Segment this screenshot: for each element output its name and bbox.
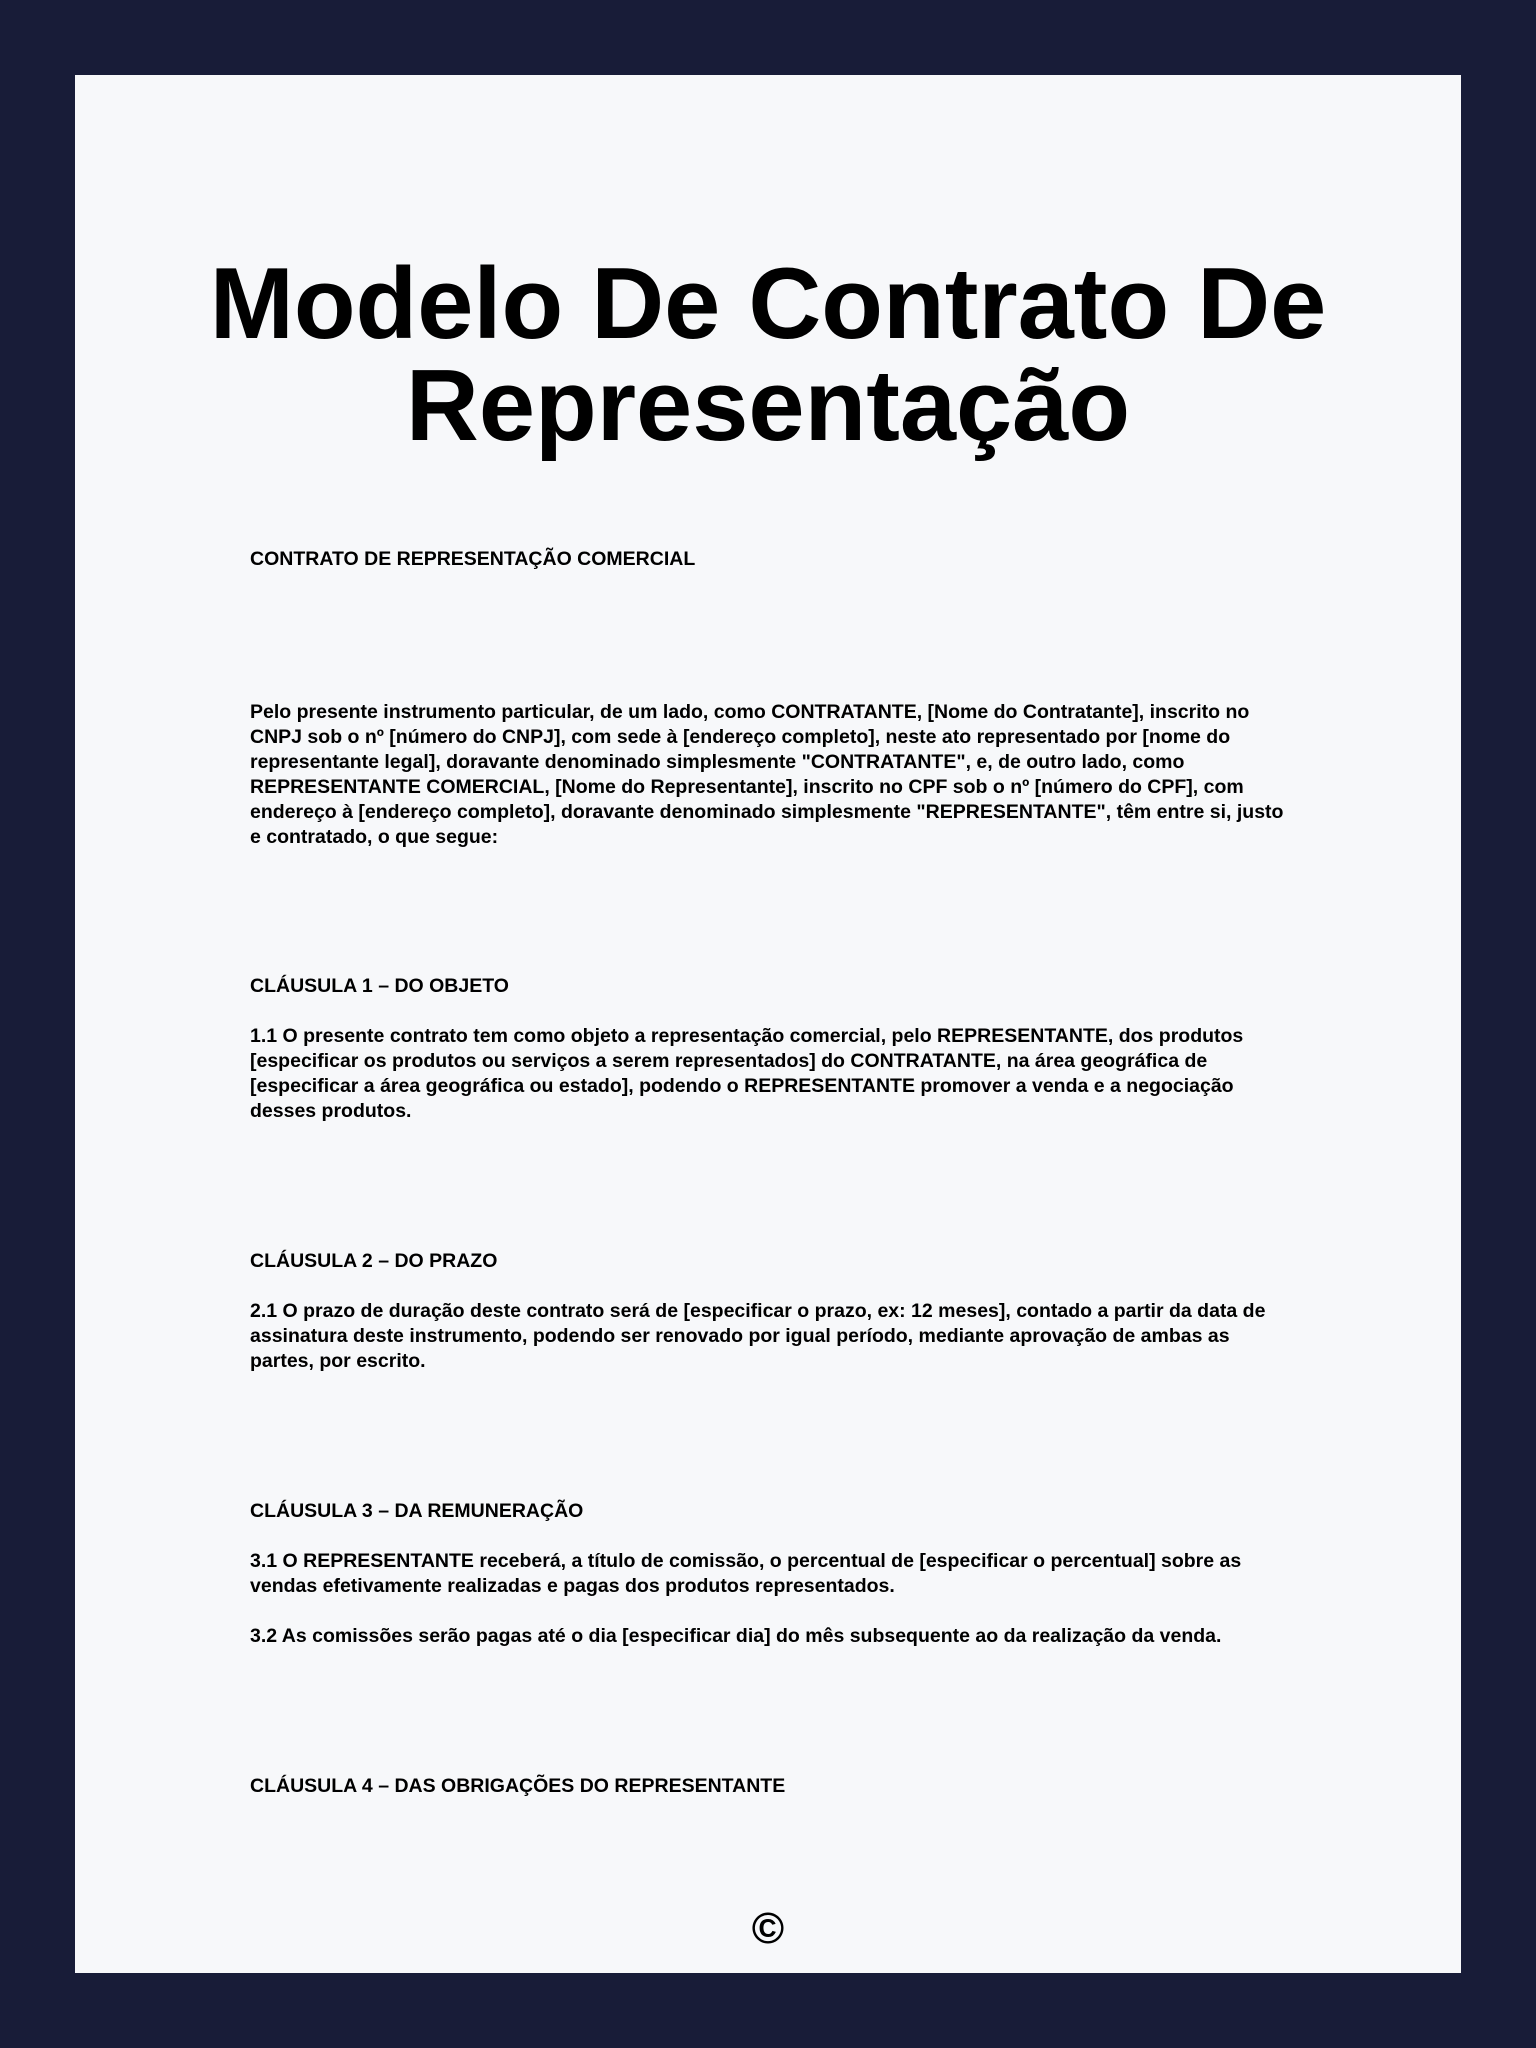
clause-1-1-paragraph: 1.1 O presente contrato tem como objeto a representação comercial, pelo REPRESENTANTE, dos produtos [especificar os produtos ou serviços a serem representados] do CONTRATANTE, na área geográfica de [especificar a área geográfica ou estado], podendo o REPRESENTANTE promover a venda e a negociação desses produtos. [250, 1025, 1244, 1122]
document-page [75, 75, 1461, 1973]
clause-2-1-paragraph: 2.1 O prazo de duração deste contrato será de [especificar o prazo, ex: 12 meses], contado a partir da data de assinatura deste instrumento, podendo ser renovado por igual período, mediante aprovação de ambas as partes, por escrito. [250, 1300, 1266, 1372]
clause-3-2-paragraph: 3.2 As comissões serão pagas até o dia [especificar dia] do mês subsequente ao da realização da venda. [250, 1625, 1222, 1647]
clause-1-heading: CLÁUSULA 1 – DO OBJETO [250, 975, 509, 997]
document-title: Modelo De Contrato De Representação [209, 248, 1327, 462]
contract-heading: CONTRATO DE REPRESENTAÇÃO COMERCIAL [250, 548, 696, 570]
copyright-icon: © [751, 1904, 785, 1953]
clause-2-heading: CLÁUSULA 2 – DO PRAZO [250, 1250, 498, 1272]
clause-3-1-paragraph: 3.1 O REPRESENTANTE receberá, a título de comissão, o percentual de [especificar o percentual] sobre as vendas efetivamente realizadas e pagas dos produtos representados. [250, 1550, 1242, 1597]
clause-4-heading: CLÁUSULA 4 – DAS OBRIGAÇÕES DO REPRESENTANTE [250, 1775, 786, 1797]
intro-paragraph: Pelo presente instrumento particular, de um lado, como CONTRATANTE, [Nome do Contratante], inscrito no CNPJ sob o nº [número do CNPJ], com sede à [endereço completo], neste ato representado por [nome do representante legal], doravante denominado simplesmente "CONTRATANTE", e, de outro lado, como REPRESENTANTE COMERCIAL, [Nome do Representante], inscrito no CPF sob o nº [número do CPF], com endereço à [endereço completo], doravante denominado simplesmente "REPRESENTANTE", têm entre si, justo e contratado, o que segue: [250, 701, 1284, 848]
clause-3-heading: CLÁUSULA 3 – DA REMUNERAÇÃO [250, 1500, 584, 1522]
